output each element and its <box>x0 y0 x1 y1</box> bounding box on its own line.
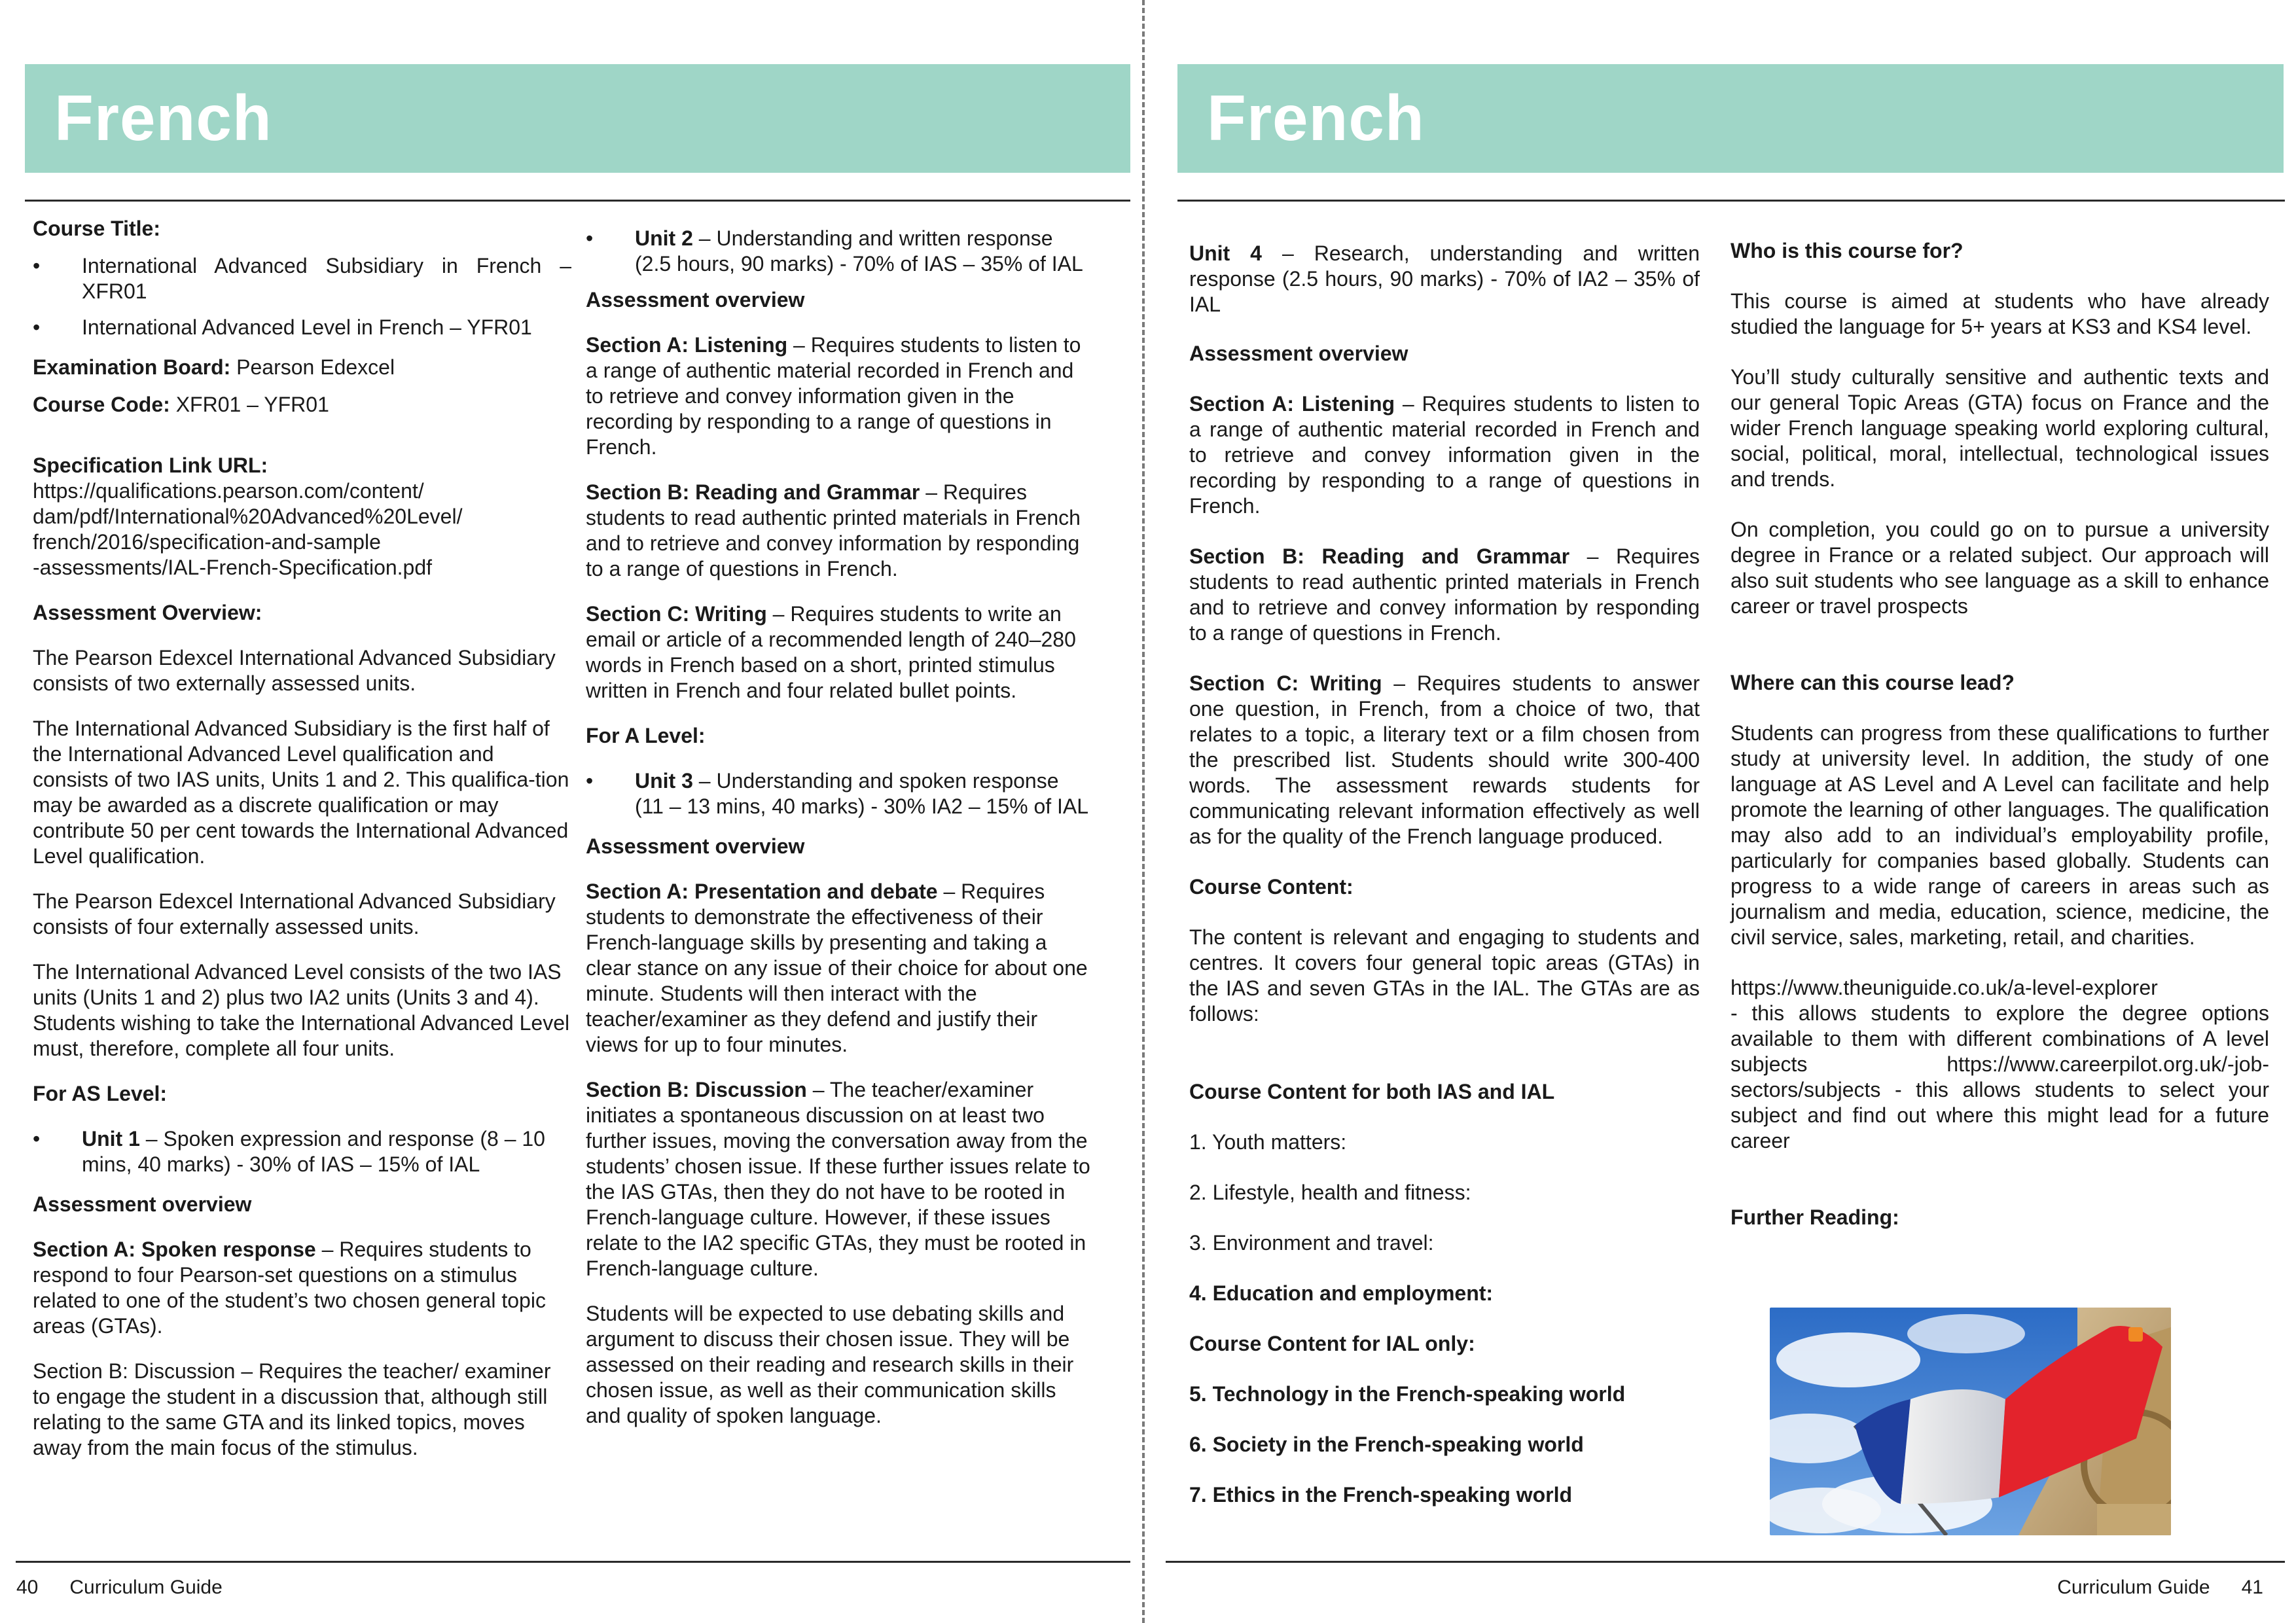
topic-item: 7. Ethics in the French-speaking world <box>1189 1483 1572 1507</box>
where-heading: Where can this course lead? <box>1731 671 2015 694</box>
for-a-level-heading: For A Level: <box>586 724 706 747</box>
footer-title: Curriculum Guide <box>69 1577 223 1598</box>
unit2-label: Unit 2 <box>635 226 693 250</box>
unit4-label: Unit 4 <box>1189 241 1262 265</box>
unit4-text-block <box>1189 241 1700 317</box>
right-page <box>1154 0 2296 1623</box>
unit2-list <box>586 226 1093 277</box>
unit2-item <box>586 226 1093 277</box>
topic-item: 5. Technology in the French-speaking world <box>1189 1382 1626 1406</box>
section-a-listening <box>1189 391 1700 519</box>
page-fold-divider <box>1142 0 1145 1623</box>
unit3-label: Unit 3 <box>635 769 693 793</box>
section-b-discussion: Section B: Discussion – Requires the teacher/ examiner to engage the student in a discussion that, although still relating to the same GTA and its linked topics, moves away from the main focus of the stimulus. <box>33 1359 551 1459</box>
right-column-2 <box>1731 238 2269 1250</box>
course-content-both-heading: Course Content for both IAS and IAL <box>1189 1080 1555 1103</box>
exam-board <box>33 355 571 380</box>
course-code <box>33 392 571 418</box>
section-label: Section A: Presentation and debate <box>586 880 938 903</box>
section-label: Section B: Reading and Grammar <box>1189 544 1570 568</box>
course-title-item: • International Advanced Subsidiary in French – XFR01 <box>33 253 571 304</box>
uniguide-link[interactable]: https://www.theuniguide.co.uk/a-level-explorer <box>1731 976 2158 999</box>
footer-title: Curriculum Guide <box>2057 1577 2210 1598</box>
course-code-label: Course Code: <box>33 393 170 416</box>
left-banner <box>25 64 1130 173</box>
who-heading: Who is this course for? <box>1731 239 1964 262</box>
right-footer <box>2057 1577 2263 1599</box>
paragraph: This course is aimed at students who have already studied the language for 5+ years at KS3 and KS4 level. <box>1731 289 2269 338</box>
unit3-text: – Understanding and spoken response (11 – 13 mins, 40 marks) - 30% IA2 – 15% of IAL <box>635 769 1089 818</box>
assessment-overview-subheading: Assessment overview <box>586 834 805 858</box>
topic-item: 3. Environment and travel: <box>1189 1231 1434 1255</box>
left-column-2 <box>586 226 1093 1448</box>
exam-board-label: Examination Board: <box>33 355 231 379</box>
assessment-overview-subheading: Assessment overview <box>586 288 805 312</box>
course-title-list <box>33 253 571 340</box>
unit1-text: – Spoken expression and response (8 – 10 mins, 40 marks) - 30% of IAS – 15% of IAL <box>82 1127 545 1176</box>
course-title-item: • International Advanced Level in French – YFR01 <box>33 315 571 340</box>
section-label: Section B: Reading and Grammar <box>586 480 920 504</box>
section-text: – Requires students to respond to four Pearson-set questions on a stimulus related to one of the student’s two chosen general topic areas (GTAs). <box>33 1238 546 1338</box>
section-text: – Requires students to read authentic printed materials in French and to retrieve and convey information by responding to a range of questions in French. <box>586 480 1081 580</box>
section-text: – Requires students to write an email or article of a recommended length of 240–280 words in French based on a short, printed stimulus written in French and four related bullet points. <box>586 602 1076 702</box>
paragraph: You’ll study culturally sensitive and authentic texts and our general Topic Areas (GTA) focus on France and the wider French language speaking world exploring cultural, social, political, moral, intellectual, technological issues and trends. <box>1731 365 2269 491</box>
spec-link-line: -assessments/IAL-French-Specification.pdf <box>33 556 433 579</box>
section-label: Section A: Listening <box>1189 392 1395 416</box>
section-label: Section B: Discussion <box>586 1078 807 1101</box>
section-b-discussion <box>586 1077 1093 1281</box>
topic-item: 4. Education and employment: <box>1189 1281 1494 1305</box>
left-top-rule <box>25 200 1130 202</box>
spec-link-line: https://qualifications.pearson.com/content/ <box>33 479 424 503</box>
unit1-item <box>33 1126 571 1177</box>
section-label: Section C: Writing <box>1189 671 1382 695</box>
left-bottom-rule <box>16 1561 1130 1563</box>
course-content-heading: Course Content: <box>1189 875 1354 899</box>
section-a-spoken <box>33 1237 571 1339</box>
paragraph: The International Advanced Level consists of the two IAS units (Units 1 and 2) plus two IA2 units (Units 3 and 4). Students wishing to take the International Advanced Level must, therefore, complete all four units. <box>33 960 570 1060</box>
course-content-ial-heading: Course Content for IAL only: <box>1189 1332 1475 1355</box>
section-b-reading <box>1189 544 1700 646</box>
topic-item: 6. Society in the French-speaking world <box>1189 1433 1584 1456</box>
right-top-rule <box>1177 200 2285 202</box>
paragraph: Students can progress from these qualifications to further study at university level. In addition, the study of one language at AS Level and A Level can facilitate and help promote the learning of other languages. The qualification may also add to an individual’s employability profile, particularly for companies based globally. Students can progress to a wide range of careers in areas such as journalism and media, education, science, medicine, the civil service, sales, marketing, retail, and charities. <box>1731 721 2269 949</box>
page-number: 41 <box>2241 1577 2263 1598</box>
right-banner-title: French <box>1207 82 1425 154</box>
section-text: – Requires students to listen to a range of authentic material recorded in French and to retrieve and convey information given in the recording by responding to a range of questions in French. <box>1189 392 1700 518</box>
unit4-text: – Research, understanding and written response (2.5 hours, 90 marks) - 70% of IA2 – 35% of IAL <box>1189 241 1700 316</box>
spec-link-line: dam/pdf/International%20Advanced%20Level/ <box>33 505 463 528</box>
course-title-label: Course Title: <box>33 217 160 240</box>
section-text: – Requires students to listen to a range of authentic material recorded in French and to retrieve and convey information given in the recording by responding to a range of questions in French. <box>586 333 1081 459</box>
section-text: – Requires students to demonstrate the effectiveness of their French-language skills by presenting and taking a clear stance on any issue of their choice for about one minute. Students will then interact with the teacher/examiner as they defend and justify their views for up to four minutes. <box>586 880 1088 1056</box>
section-label: Section A: Spoken response <box>33 1238 316 1261</box>
left-footer <box>16 1577 223 1599</box>
further-reading-heading: Further Reading: <box>1731 1205 1899 1229</box>
section-a-listening <box>586 332 1093 460</box>
french-flag-photo <box>1770 1308 2171 1535</box>
topic-item: 1. Youth matters: <box>1189 1130 1347 1154</box>
paragraph: Students will be expected to use debating skills and argument to discuss their chosen issue. They will be assessed on their reading and research skills in their chosen issue, as well as their communication skills and quality of spoken language. <box>586 1302 1074 1427</box>
paragraph: The Pearson Edexcel International Advanced Subsidiary consists of four externally assessed units. <box>33 889 556 938</box>
left-banner-title: French <box>54 82 272 154</box>
unit3-item <box>586 768 1093 819</box>
right-column-1 <box>1189 241 1700 1508</box>
unit1-label: Unit 1 <box>82 1127 140 1150</box>
exam-board-value: Pearson Edexcel <box>230 355 395 379</box>
spec-link-url[interactable] <box>33 478 571 580</box>
paragraph: The International Advanced Subsidiary is the first half of the International Advanced Level qualification and consists of two IAS units, Units 1 and 2. This qualifica-tion may be awarded as a discrete qualification or may contribute 50 per cent towards the International Advanced Level qualification. <box>33 717 569 868</box>
section-text: – Requires students to answer one question, in French, from a choice of two, that relates to a topic, a literary text or a film chosen from the prescribed list. Students should write 300-400 words. The assessment rewards students for communicating relevant information effectively as well as for the quality of the French language produced. <box>1189 671 1700 848</box>
assessment-overview-subheading: Assessment overview <box>33 1192 252 1216</box>
right-banner <box>1177 64 2284 173</box>
for-as-level-heading: For AS Level: <box>33 1082 168 1105</box>
section-b-reading <box>586 480 1093 582</box>
left-column-1 <box>33 216 571 1480</box>
course-code-value: XFR01 – YFR01 <box>170 393 329 416</box>
paragraph: The Pearson Edexcel International Advanced Subsidiary consists of two externally assessed units. <box>33 646 556 695</box>
section-c-writing <box>1189 671 1700 849</box>
section-label: Section C: Writing <box>586 602 767 626</box>
page-number: 40 <box>16 1577 39 1598</box>
paragraph: - this allows students to explore the degree options available to them with different combinations of A level subjects https://www.careerpilot.org.uk/-job-sectors/subjects - this allows students to select your subject and find out where this might lead for a future career <box>1731 1001 2269 1152</box>
section-label: Section A: Listening <box>586 333 788 357</box>
unit3-list <box>586 768 1093 819</box>
unit2-text: – Understanding and written response (2.5 hours, 90 marks) - 70% of IAS – 35% of IAL <box>635 226 1083 276</box>
assessment-overview-heading: Assessment Overview: <box>33 601 262 624</box>
spec-link-line: french/2016/specification-and-sample <box>33 530 381 554</box>
course-content-text: The content is relevant and engaging to students and centres. It covers four general topic areas (GTAs) in the IAS and seven GTAs in the IAL. The GTAs are as follows: <box>1189 925 1700 1026</box>
spec-link-label: Specification Link URL: <box>33 454 268 477</box>
right-bottom-rule <box>1166 1561 2285 1563</box>
section-text: – The teacher/examiner initiates a spontaneous discussion on at least two further issues, moving the conversation away from the students’ chosen issue. If these further issues relate to the IAS GTAs, then they do not have to be rooted in French-language culture. However, if these issues relate to the IA2 specific GTAs, they must be rooted in French-language culture. <box>586 1078 1090 1280</box>
unit1-list <box>33 1126 571 1177</box>
assessment-overview-subheading: Assessment overview <box>1189 342 1408 365</box>
section-text: – Requires students to read authentic printed materials in French and to retrieve and convey information by responding to a range of questions in French. <box>1189 544 1700 645</box>
topic-item: 2. Lifestyle, health and fitness: <box>1189 1181 1471 1204</box>
section-c-writing <box>586 601 1093 704</box>
paragraph: On completion, you could go on to pursue a university degree in France or a related subject. Our approach will also suit students who see language as a skill to enhance career or travel prospects <box>1731 518 2269 618</box>
left-page <box>0 0 1142 1623</box>
section-a-presentation <box>586 879 1093 1058</box>
